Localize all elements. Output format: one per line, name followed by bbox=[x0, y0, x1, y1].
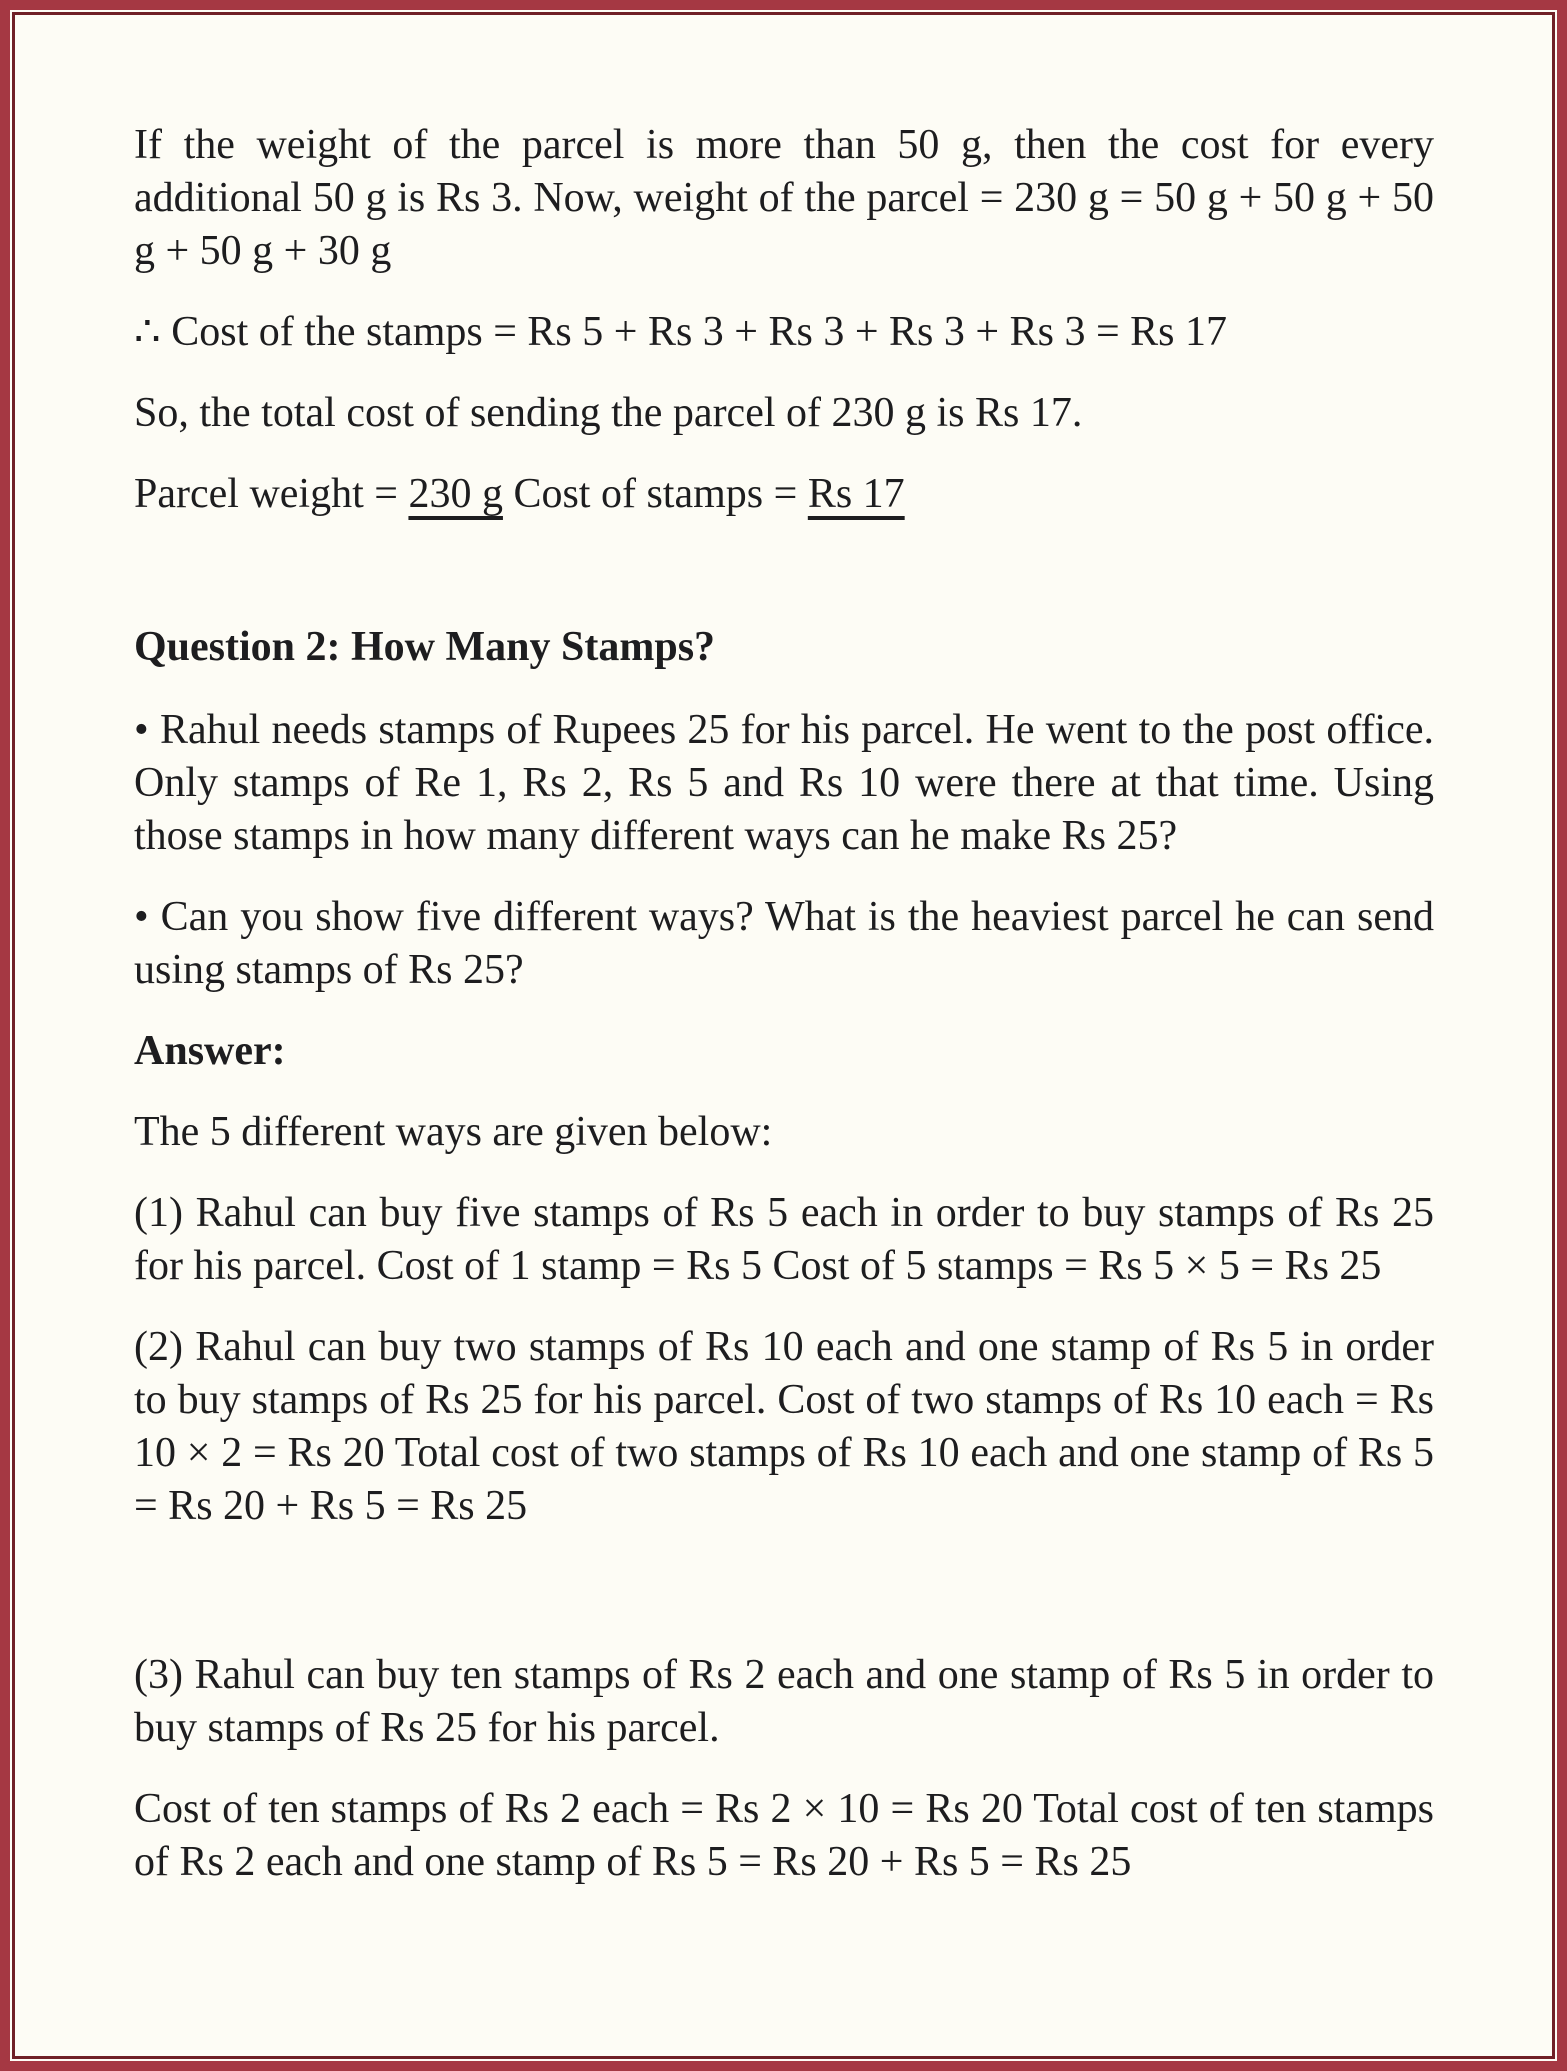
border-white-gap bbox=[10, 10, 1557, 2061]
way-1-paragraph: (1) Rahul can buy five stamps of Rs 5 each in order to buy stamps of Rs 25 for his parcel. Cost of 1 stamp = Rs 5 Cost of 5 stamps = Rs 5 × 5 = Rs 25 bbox=[134, 1190, 1434, 1289]
paragraph-result-line bbox=[134, 468, 1434, 521]
way-3-cost-paragraph: Cost of ten stamps of Rs 2 each = Rs 2 × 10 = Rs 20 Total cost of ten stamps of Rs 2 each and one stamp of Rs 5 = Rs 20 + Rs 5 = Rs 25 bbox=[134, 1786, 1434, 1885]
paragraph-cost-equation: ∴ Cost of the stamps = Rs 5 + Rs 3 + Rs 3 + Rs 3 + Rs 3 = Rs 17 bbox=[134, 309, 1227, 355]
underlined-parcel-weight: 230 g bbox=[408, 471, 503, 517]
question-2-heading: Question 2: How Many Stamps? bbox=[134, 624, 716, 670]
inner-border-frame bbox=[12, 12, 1555, 2059]
way-3-intro-paragraph: (3) Rahul can buy ten stamps of Rs 2 each and one stamp of Rs 5 in order to buy stamps of Rs 25 for his parcel. bbox=[134, 1652, 1434, 1751]
result-prefix-text: Parcel weight = bbox=[134, 471, 409, 517]
answer-label: Answer: bbox=[134, 1028, 286, 1074]
way-2-paragraph: (2) Rahul can buy two stamps of Rs 10 each and one stamp of Rs 5 in order to buy stamps of Rs 25 for his parcel. Cost of two stamps of Rs 10 each = Rs 10 × 2 = Rs 20 Total cost of two stamps of Rs 10 each and one stamp of Rs 5 = Rs 20 + Rs 5 = Rs 25 bbox=[134, 1324, 1434, 1529]
document-content bbox=[15, 15, 1552, 1889]
bullet-five-different-ways: • Can you show five different ways? What is the heaviest parcel he can send using stamps of Rs 25? bbox=[134, 894, 1434, 993]
bullet-rahul-needs-stamps: • Rahul needs stamps of Rupees 25 for his parcel. He went to the post office. Only stamps of Re 1, Rs 2, Rs 5 and Rs 10 were there at that time. Using those stamps in how many different ways can he make Rs 25? bbox=[134, 707, 1434, 859]
paragraph-total-cost: So, the total cost of sending the parcel of 230 g is Rs 17. bbox=[134, 390, 1083, 436]
paragraph-weight-rule: If the weight of the parcel is more than 50 g, then the cost for every additional 50 g is Rs 3. Now, weight of the parcel = 230 g = 50 g + 50 g + 50 g + 50 g + 30 g bbox=[134, 122, 1434, 274]
underlined-stamp-cost: Rs 17 bbox=[807, 471, 905, 517]
answer-intro: The 5 different ways are given below: bbox=[134, 1109, 773, 1155]
result-mid-text: Cost of stamps = bbox=[502, 471, 808, 517]
